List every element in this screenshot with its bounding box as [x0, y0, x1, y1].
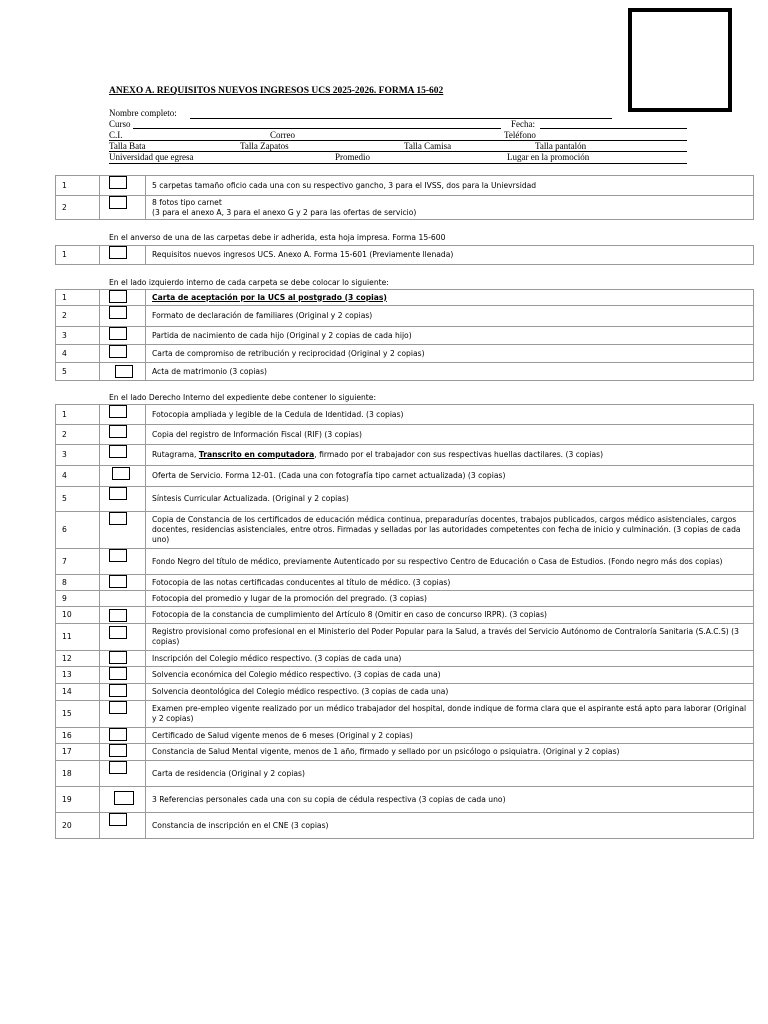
- checkbox[interactable]: [109, 549, 127, 562]
- row-number: 5: [56, 363, 100, 381]
- section-b-heading: En el anverso de una de las carpetas debe ir adherida, esta hoja impresa. Forma 15-600: [109, 233, 446, 242]
- checkbox-cell: [100, 512, 146, 549]
- row-text-2: (3 para el anexo A, 3 para el anexo G y 2 para las ofertas de servicio): [152, 207, 417, 217]
- checkbox-cell: [100, 425, 146, 445]
- checkbox[interactable]: [109, 196, 127, 209]
- checkbox[interactable]: [109, 626, 127, 639]
- curso-label: Curso: [109, 119, 131, 129]
- checkbox-cell: [100, 196, 146, 220]
- table-row: [56, 684, 754, 701]
- checkbox-cell: [100, 761, 146, 787]
- table-row: [56, 425, 754, 445]
- checkbox-cell: [100, 684, 146, 701]
- row-text: 5 carpetas tamaño oficio cada una con su respectivo gancho, 3 para el IVSS, dos para la Unievrsidad: [146, 176, 754, 196]
- table-row: [56, 813, 754, 839]
- row-text: Copia de Constancia de los certificados de educación médica continua, preparadurías docentes, trabajos publicados, cargos médico asistenciales, cargos docentes, residencias asistenciales, entre otros. Firmadas y selladas por las autoridades competentes con fecha de inicio y culminación. (3 copias de cada uno): [146, 512, 754, 549]
- row-text: Formato de declaración de familiares (Original y 2 copias): [146, 306, 754, 327]
- row-number: 10: [56, 607, 100, 624]
- table-lado-derecho: [55, 404, 754, 839]
- nombre-label: Nombre completo:: [109, 108, 177, 118]
- promedio-label: Promedio: [335, 152, 370, 162]
- checkbox-cell: [100, 744, 146, 761]
- talla-pantalon-label: Talla pantalón: [535, 141, 587, 151]
- telefono-label: Teléfono: [504, 130, 536, 140]
- table-row: [56, 651, 754, 667]
- checkbox-cell: [100, 363, 146, 381]
- table-row: [56, 196, 754, 220]
- checkbox[interactable]: [109, 246, 127, 259]
- checkbox[interactable]: [109, 445, 127, 458]
- row-number: 1: [56, 176, 100, 196]
- row-number: 7: [56, 549, 100, 575]
- checkbox-cell: [100, 651, 146, 667]
- section-c-heading: En el lado izquierdo interno de cada carpeta se debe colocar lo siguiente:: [109, 278, 389, 287]
- ci-correo-telefono-line[interactable]: [109, 140, 687, 141]
- table-row: [56, 549, 754, 575]
- row-text: Constancia de Salud Mental vigente, menos de 1 año, firmado y sellado por un psicólogo o psiquiatra. (Original y 2 copias): [146, 744, 754, 761]
- photo-box: [628, 8, 732, 112]
- table-row: [56, 667, 754, 684]
- ci-label: C.I.: [109, 130, 123, 140]
- row-text: Solvencia deontológica del Colegio médico respectivo. (3 copias de cada una): [146, 684, 754, 701]
- row-text: Carta de residencia (Original y 2 copias): [146, 761, 754, 787]
- table-row: [56, 728, 754, 744]
- table-row: [56, 445, 754, 466]
- checkbox[interactable]: [109, 327, 127, 340]
- universidad-line[interactable]: [109, 163, 687, 164]
- row-text-a: Rutagrama,: [152, 450, 199, 459]
- row-text: Partida de nacimiento de cada hijo (Original y 2 copias de cada hijo): [146, 327, 754, 345]
- section-d-heading: En el lado Derecho Interno del expediente debe contener lo siguiente:: [109, 393, 377, 402]
- table-general: [55, 175, 754, 220]
- row-number: 11: [56, 624, 100, 651]
- checkbox[interactable]: [115, 365, 133, 378]
- checkbox[interactable]: [109, 290, 127, 303]
- row-text: Fotocopia de las notas certificadas conducentes al título de médico. (3 copias): [146, 575, 754, 591]
- row-text: Carta de aceptación por la UCS al postgrado (3 copias): [146, 290, 754, 306]
- checkbox[interactable]: [109, 487, 127, 500]
- row-text: Síntesis Curricular Actualizada. (Original y 2 copias): [146, 487, 754, 512]
- row-text: Inscripción del Colegio médico respectivo. (3 copias de cada una): [146, 651, 754, 667]
- checkbox-cell: [100, 575, 146, 591]
- row-text: Solvencia económica del Colegio médico respectivo. (3 copias de cada una): [146, 667, 754, 684]
- nombre-line[interactable]: [190, 118, 612, 119]
- table-row: [56, 363, 754, 381]
- row-text: 3 Referencias personales cada una con su copia de cédula respectiva (3 copias de cada uno): [146, 787, 754, 813]
- row-number: 4: [56, 466, 100, 487]
- row-text: Certificado de Salud vigente menos de 6 meses (Original y 2 copias): [146, 728, 754, 744]
- checkbox-cell: [100, 813, 146, 839]
- row-number: 3: [56, 445, 100, 466]
- checkbox-cell: [100, 728, 146, 744]
- table-row: [56, 306, 754, 327]
- checkbox[interactable]: [112, 467, 130, 480]
- row-number: 14: [56, 684, 100, 701]
- fecha-line[interactable]: [540, 128, 687, 129]
- checkbox-cell: [100, 667, 146, 684]
- checkbox-cell: [100, 176, 146, 196]
- checkbox-cell: [100, 306, 146, 327]
- row-number: 17: [56, 744, 100, 761]
- row-text-cell: [146, 445, 754, 466]
- checkbox-cell: [100, 345, 146, 363]
- row-number: 1: [56, 405, 100, 425]
- table-anverso: [55, 245, 754, 265]
- table-row: [56, 575, 754, 591]
- row-number: 2: [56, 306, 100, 327]
- table-lado-izquierdo: [55, 289, 754, 381]
- checkbox[interactable]: [109, 744, 127, 757]
- row-number: 6: [56, 512, 100, 549]
- correo-label: Correo: [270, 130, 295, 140]
- row-text: Fotocopia del promedio y lugar de la promoción del pregrado. (3 copias): [146, 591, 754, 607]
- checkbox-cell: [100, 487, 146, 512]
- checkbox[interactable]: [109, 651, 127, 664]
- row-number: 5: [56, 487, 100, 512]
- row-text: 8 fotos tipo carnet: [152, 197, 222, 207]
- fecha-label: Fecha:: [511, 119, 535, 129]
- row-number: 3: [56, 327, 100, 345]
- table-row: [56, 290, 754, 306]
- table-row: [56, 345, 754, 363]
- checkbox[interactable]: [109, 728, 127, 741]
- table-row: [56, 487, 754, 512]
- table-row: [56, 176, 754, 196]
- row-number: 20: [56, 813, 100, 839]
- checkbox[interactable]: [109, 609, 127, 622]
- checkbox-cell: [100, 327, 146, 345]
- universidad-label: Universidad que egresa: [109, 152, 194, 162]
- table-row: [56, 787, 754, 813]
- row-number: 18: [56, 761, 100, 787]
- checkbox[interactable]: [109, 345, 127, 358]
- checkbox-cell: [100, 290, 146, 306]
- checkbox-cell: [100, 445, 146, 466]
- row-number: 15: [56, 701, 100, 728]
- row-number: 9: [56, 591, 100, 607]
- row-number: 1: [56, 246, 100, 265]
- table-row: [56, 761, 754, 787]
- talla-bata-label: Talla Bata: [109, 141, 146, 151]
- checkbox[interactable]: [109, 176, 127, 189]
- talla-camisa-label: Talla Camisa: [404, 141, 452, 151]
- row-number: 8: [56, 575, 100, 591]
- checkbox[interactable]: [109, 813, 127, 826]
- talla-zapatos-label: Talla Zapatos: [240, 141, 289, 151]
- lugar-label: Lugar en la promoción: [507, 152, 590, 162]
- row-text: Oferta de Servicio. Forma 12-01. (Cada una con fotografía tipo carnet actualizada) (3 copias): [146, 466, 754, 487]
- checkbox[interactable]: [109, 405, 127, 418]
- checkbox[interactable]: [114, 791, 134, 805]
- checkbox[interactable]: [109, 761, 127, 774]
- row-text: Acta de matrimonio (3 copias): [146, 363, 754, 381]
- checkbox-cell: [100, 701, 146, 728]
- checkbox-cell: [100, 246, 146, 265]
- row-text: Copia del registro de Información Fiscal (RIF) (3 copias): [146, 425, 754, 445]
- checkbox[interactable]: [109, 512, 127, 525]
- checkbox-cell: [100, 624, 146, 651]
- table-row: [56, 405, 754, 425]
- checkbox-cell: [100, 607, 146, 624]
- checkbox[interactable]: [109, 575, 127, 588]
- row-number: 1: [56, 290, 100, 306]
- checkbox[interactable]: [109, 701, 127, 714]
- table-row: [56, 744, 754, 761]
- row-text: Requisitos nuevos ingresos UCS. Anexo A. Forma 15-601 (Previamente llenada): [146, 246, 754, 265]
- row-text: Examen pre-empleo vigente realizado por un médico trabajador del hospital, donde indique de forma clara que el aspirante está apto para laborar (Original y 2 copias): [146, 701, 754, 728]
- row-text-cell: [146, 196, 754, 220]
- checkbox-cell: [100, 591, 146, 607]
- table-row: [56, 591, 754, 607]
- checkbox[interactable]: [109, 306, 127, 319]
- table-row: [56, 624, 754, 651]
- row-number: 12: [56, 651, 100, 667]
- checkbox[interactable]: [109, 425, 127, 438]
- row-text: Fotocopia de la constancia de cumplimiento del Artículo 8 (Omitir en caso de concurso IRPR). (3 copias): [146, 607, 754, 624]
- checkbox[interactable]: [109, 667, 127, 680]
- row-number: 4: [56, 345, 100, 363]
- row-text-c: , firmado por el trabajador con sus respectivas huellas dactilares. (3 copias): [314, 450, 604, 459]
- checkbox-cell: [100, 549, 146, 575]
- row-text: Registro provisional como profesional en el Ministerio del Poder Popular para la Salud, a través del Servicio Autónomo de Contraloría Sanitaria (S.A.C.S) (3 copias): [146, 624, 754, 651]
- row-number: 16: [56, 728, 100, 744]
- row-number: 19: [56, 787, 100, 813]
- table-row: [56, 512, 754, 549]
- table-row: [56, 327, 754, 345]
- row-text: Constancia de inscripción en el CNE (3 copias): [146, 813, 754, 839]
- row-text: Fondo Negro del título de médico, previamente Autenticado por su respectivo Centro de Educación o Casa de Estudios. (Fondo negro más dos copias): [146, 549, 754, 575]
- table-row: [56, 607, 754, 624]
- row-number: 13: [56, 667, 100, 684]
- checkbox-cell: [100, 405, 146, 425]
- row-number: 2: [56, 196, 100, 220]
- checkbox[interactable]: [109, 684, 127, 697]
- table-row: [56, 466, 754, 487]
- table-row: [56, 701, 754, 728]
- row-text: Carta de compromiso de retribución y reciprocidad (Original y 2 copias): [146, 345, 754, 363]
- tallas-line[interactable]: [109, 151, 687, 152]
- row-text-b: Transcrito en computadora: [198, 450, 315, 459]
- curso-line[interactable]: [133, 128, 501, 129]
- checkbox-cell: [100, 787, 146, 813]
- checkbox-cell: [100, 466, 146, 487]
- table-row: [56, 246, 754, 265]
- row-text: Fotocopia ampliada y legible de la Cedula de Identidad. (3 copias): [146, 405, 754, 425]
- row-number: 2: [56, 425, 100, 445]
- document-title: ANEXO A. REQUISITOS NUEVOS INGRESOS UCS 2025-2026. FORMA 15-602: [109, 86, 444, 96]
